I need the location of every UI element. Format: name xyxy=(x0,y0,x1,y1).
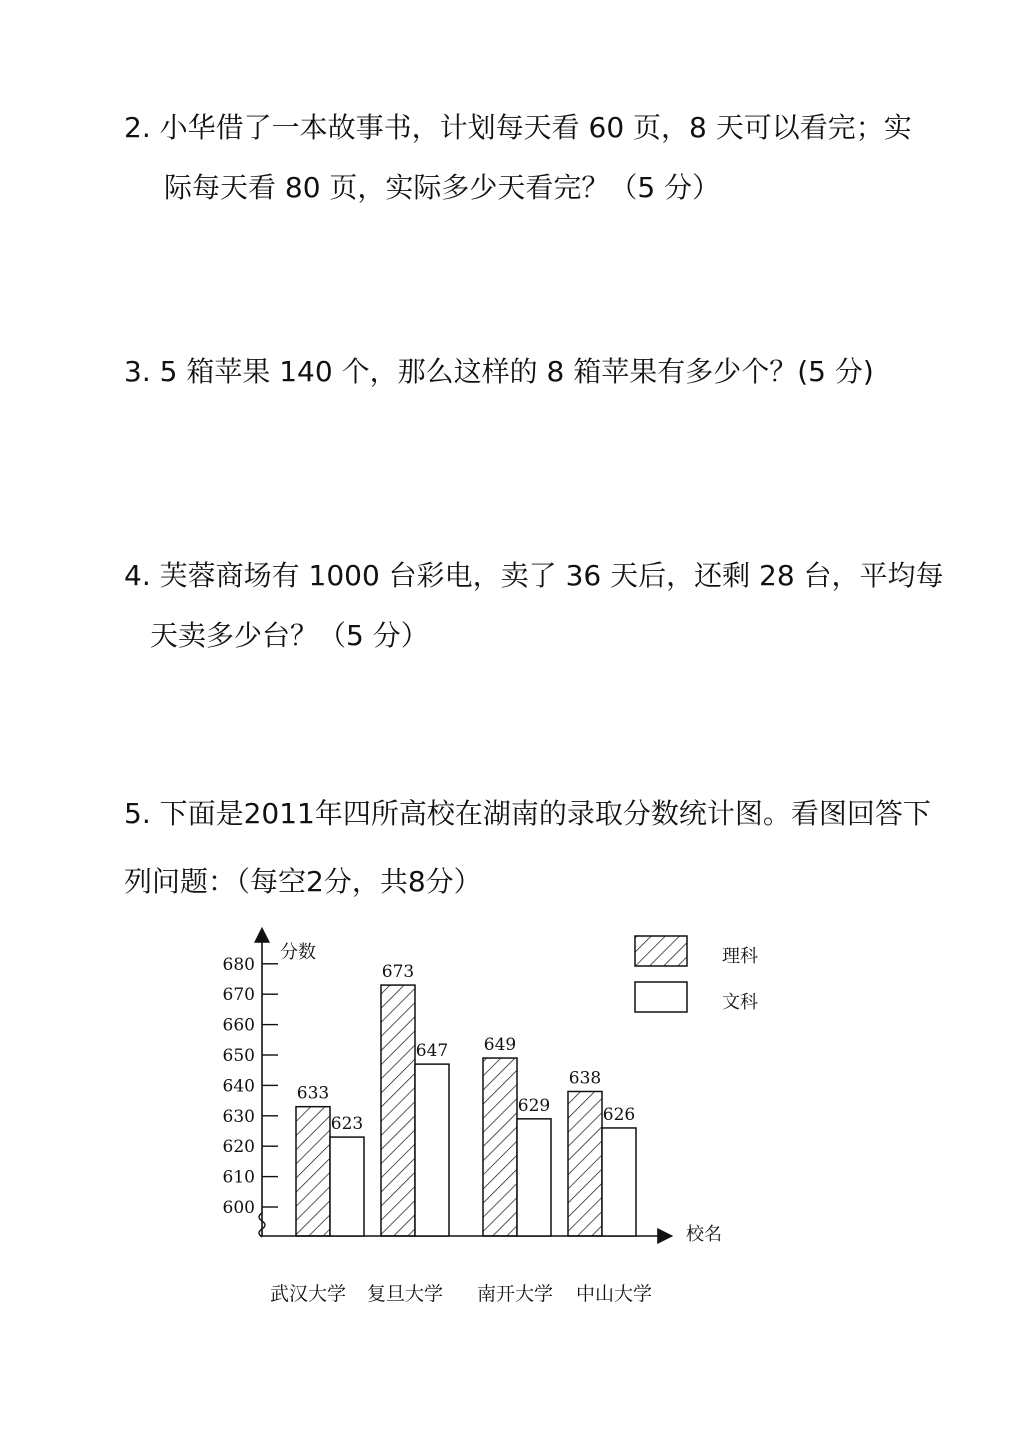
category-label: 复旦大学 xyxy=(366,1283,444,1305)
y-tick-label: 670 xyxy=(222,985,255,1006)
question-3-line-1: 3. 5 箱苹果 140 个，那么这样的 8 箱苹果有多少个？(5 分) xyxy=(124,355,874,388)
bar-arts xyxy=(517,1119,551,1236)
bar-science xyxy=(568,1091,602,1236)
data-label: 629 xyxy=(517,1095,551,1116)
bar-arts xyxy=(415,1064,449,1236)
y-tick-label: 660 xyxy=(222,1015,255,1036)
question-4-line-1: 4. 芙蓉商场有 1000 台彩电，卖了 36 天后，还剩 28 台，平均每 xyxy=(124,559,944,592)
legend-label: 理科 xyxy=(722,946,758,967)
question-2-line-1: 2. 小华借了一本故事书，计划每天看 60 页，8 天可以看完；实 xyxy=(124,111,912,144)
data-label: 633 xyxy=(296,1083,330,1104)
y-axis-label: 分数 xyxy=(280,942,316,963)
bar-science xyxy=(483,1058,517,1236)
y-tick-label: 630 xyxy=(222,1106,255,1127)
y-tick-label: 610 xyxy=(222,1167,255,1188)
legend-swatch-arts xyxy=(635,982,687,1012)
data-label: 649 xyxy=(483,1035,517,1056)
category-label: 武汉大学 xyxy=(269,1283,347,1305)
data-label: 673 xyxy=(381,962,415,983)
bar-science xyxy=(296,1107,330,1236)
bar-arts xyxy=(330,1137,364,1236)
x-axis-label: 校名 xyxy=(686,1224,722,1245)
question-2-line-2: 际每天看 80 页，实际多少天看完？（5 分） xyxy=(164,171,721,204)
legend-label: 文科 xyxy=(722,992,758,1013)
question-5-line-2: 列问题：（每空2分，共8分） xyxy=(124,865,482,898)
question-5-line-1: 5. 下面是2011年四所高校在湖南的录取分数统计图。看图回答下 xyxy=(124,797,931,830)
question-4-line-2: 天卖多少台？（5 分） xyxy=(150,619,429,652)
y-tick-label: 600 xyxy=(222,1198,255,1218)
category-label: 中山大学 xyxy=(575,1283,653,1305)
legend-swatch-science xyxy=(635,936,687,966)
data-label: 626 xyxy=(602,1104,636,1125)
y-tick-label: 620 xyxy=(222,1137,255,1158)
data-label: 647 xyxy=(415,1041,449,1062)
data-label: 638 xyxy=(568,1068,602,1089)
data-label: 623 xyxy=(330,1114,364,1135)
category-label: 南开大学 xyxy=(476,1283,554,1305)
score-bar-chart xyxy=(200,920,800,1320)
bar-science xyxy=(381,985,415,1236)
y-tick-label: 640 xyxy=(222,1076,255,1097)
bar-arts xyxy=(602,1128,636,1236)
y-tick-label: 650 xyxy=(222,1046,255,1066)
y-tick-label: 680 xyxy=(222,954,255,975)
